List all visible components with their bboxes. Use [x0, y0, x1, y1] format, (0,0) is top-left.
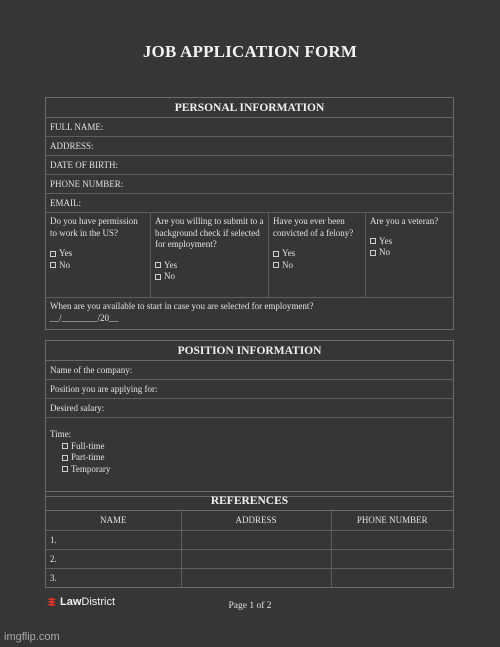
background-check-no-checkbox[interactable]: No — [155, 271, 264, 283]
checkbox-icon — [62, 443, 68, 449]
section-heading: POSITION INFORMATION — [46, 341, 453, 361]
work-permission-yes-checkbox[interactable]: Yes — [50, 248, 146, 260]
availability-question: When are you available to start in case you are selected for employment? — [50, 301, 314, 311]
table-row — [46, 549, 453, 568]
email-field[interactable]: EMAIL: — [46, 194, 453, 213]
reference-phone-cell[interactable] — [331, 549, 453, 568]
time-label: Time: — [50, 429, 72, 439]
question-text: Are you willing to submit to a background check if selected for employment? — [155, 216, 264, 249]
full-name-field[interactable]: FULL NAME: — [46, 118, 453, 137]
veteran-question — [366, 213, 453, 297]
part-time-checkbox[interactable]: Part-time — [62, 452, 449, 464]
work-permission-question — [46, 213, 151, 297]
section-heading: PERSONAL INFORMATION — [46, 98, 453, 118]
desired-salary-field[interactable]: Desired salary: — [46, 399, 453, 418]
table-header-row — [46, 511, 453, 530]
phone-column-header: PHONE NUMBER — [331, 511, 453, 530]
checkbox-icon — [370, 238, 376, 244]
table-row — [46, 530, 453, 549]
references-table — [46, 511, 453, 587]
lawdistrict-logo: Law District — [46, 596, 115, 608]
checkbox-icon — [370, 250, 376, 256]
address-field[interactable]: ADDRESS: — [46, 137, 453, 156]
references-section — [45, 491, 454, 588]
table-row — [46, 568, 453, 587]
reference-address-cell[interactable] — [181, 568, 331, 587]
reference-phone-cell[interactable] — [331, 568, 453, 587]
reference-name-cell[interactable]: 3. — [46, 568, 181, 587]
phone-number-field[interactable]: PHONE NUMBER: — [46, 175, 453, 194]
veteran-no-checkbox[interactable]: No — [370, 247, 449, 259]
page-number: Page 1 of 2 — [228, 601, 272, 611]
full-time-checkbox[interactable]: Full-time — [62, 441, 449, 453]
address-column-header: ADDRESS — [181, 511, 331, 530]
question-text: Do you have permission to work in the US? — [50, 216, 138, 238]
checkbox-icon — [50, 262, 56, 268]
question-text: Are you a veteran? — [370, 216, 439, 226]
checkbox-icon — [62, 466, 68, 472]
imgflip-watermark: imgflip.com — [4, 631, 60, 643]
background-check-yes-checkbox[interactable]: Yes — [155, 260, 264, 272]
felony-yes-checkbox[interactable]: Yes — [273, 248, 361, 260]
veteran-yes-checkbox[interactable]: Yes — [370, 236, 449, 248]
checkbox-icon — [273, 262, 279, 268]
temporary-checkbox[interactable]: Temporary — [62, 464, 449, 476]
reference-name-cell[interactable]: 2. — [46, 549, 181, 568]
reference-address-cell[interactable] — [181, 530, 331, 549]
company-name-field[interactable]: Name of the company: — [46, 361, 453, 380]
felony-question — [269, 213, 366, 297]
availability-field[interactable] — [46, 298, 453, 329]
questions-grid — [46, 213, 453, 298]
checkbox-icon — [50, 251, 56, 257]
background-check-question — [151, 213, 269, 297]
position-field[interactable]: Position you are applying for: — [46, 380, 453, 399]
section-heading: REFERENCES — [46, 492, 453, 511]
checkbox-icon — [155, 274, 161, 280]
checkbox-icon — [62, 455, 68, 461]
date-of-birth-field[interactable]: DATE OF BIRTH: — [46, 156, 453, 175]
form-title: JOB APPLICATION FORM — [142, 42, 358, 61]
felony-no-checkbox[interactable]: No — [273, 260, 361, 272]
personal-information-section — [45, 97, 454, 330]
checkbox-icon — [273, 251, 279, 257]
work-permission-no-checkbox[interactable]: No — [50, 260, 146, 272]
question-text: Have you ever been convicted of a felony? — [273, 216, 354, 238]
position-information-section — [45, 340, 454, 497]
name-column-header: NAME — [46, 511, 181, 530]
checkbox-icon — [155, 262, 161, 268]
start-date-blank[interactable]: __/________/20__ — [50, 312, 119, 323]
reference-name-cell[interactable]: 1. — [46, 530, 181, 549]
reference-phone-cell[interactable] — [331, 530, 453, 549]
reference-address-cell[interactable] — [181, 549, 331, 568]
time-field — [46, 418, 453, 496]
